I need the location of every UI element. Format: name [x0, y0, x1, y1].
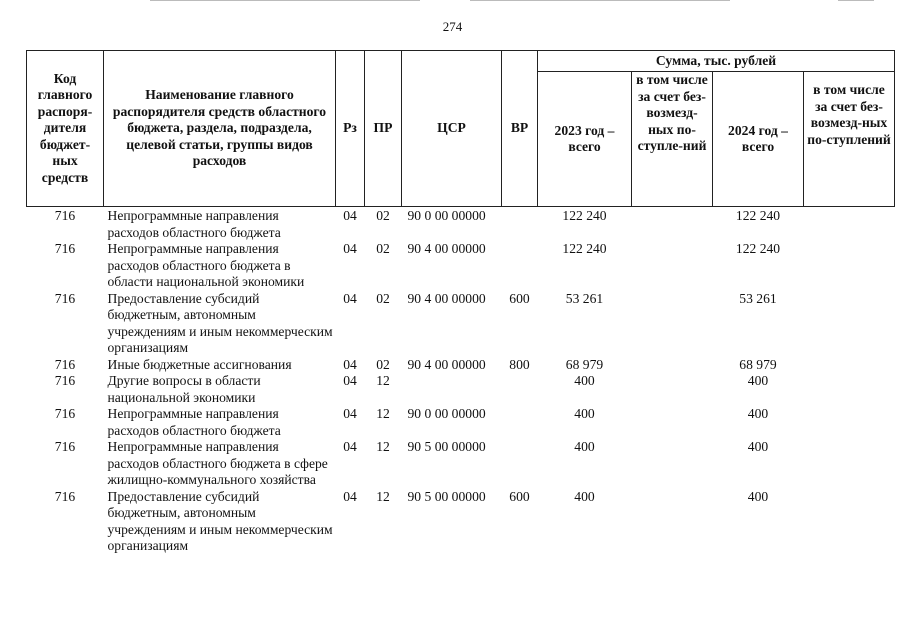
- cell-2024-free: [804, 241, 895, 291]
- cell-csr: 90 4 00 00000: [407, 290, 486, 306]
- cell-2023-free: [632, 373, 713, 406]
- scan-edge-line: [150, 0, 420, 1]
- cell-name: Предоставление субсидий бюджетным, автономным учреждениям и иным некоммерческим организациям: [107, 290, 333, 355]
- page-number: 274: [442, 19, 463, 34]
- cell-csr: 90 0 00 00000: [407, 208, 486, 223]
- cell-2024-total: 400: [747, 373, 769, 388]
- cell-vr: 800: [509, 356, 530, 372]
- cell-csr: 90 5 00 00000: [407, 439, 486, 454]
- cell-2023-free: [632, 207, 713, 242]
- cell-vr: [502, 373, 538, 406]
- table-row: [27, 439, 895, 489]
- cell-2023-total: 400: [574, 373, 595, 388]
- cell-vr: [502, 241, 538, 291]
- cell-2023-total: 400: [574, 406, 595, 421]
- table-body: [27, 207, 895, 555]
- cell-2024-total: 400: [747, 439, 769, 454]
- cell-2023-total: 400: [574, 488, 595, 504]
- cell-2024-total: 122 240: [735, 241, 781, 256]
- header-2024-free: в том числе за счет без-возмезд-ных по-ступлений: [804, 72, 895, 207]
- cell-2023-free: [632, 291, 713, 357]
- cell-name: Непрограммные направления расходов областного бюджета в области национальной экономики: [107, 241, 305, 289]
- cell-csr: [402, 373, 502, 406]
- cell-vr: 600: [509, 488, 530, 504]
- cell-csr: 90 4 00 00000: [407, 241, 486, 256]
- cell-rz: 04: [343, 488, 357, 504]
- cell-name: Предоставление субсидий бюджетным, автономным учреждениям и иным некоммерческим организациям: [107, 488, 333, 553]
- header-2024-total: 2024 год – всего: [713, 72, 804, 207]
- cell-2023-total: 122 240: [562, 241, 607, 256]
- cell-pr: 02: [376, 208, 390, 223]
- cell-code: 716: [54, 356, 76, 372]
- cell-2023-total: 53 261: [565, 290, 604, 306]
- cell-code: 716: [54, 439, 76, 454]
- cell-code: 716: [54, 241, 76, 256]
- cell-pr: 12: [376, 488, 390, 504]
- cell-csr: 90 5 00 00000: [407, 488, 486, 504]
- cell-2023-free: [632, 406, 713, 439]
- cell-pr: 12: [376, 373, 390, 388]
- budget-table: [26, 50, 895, 555]
- cell-name: Непрограммные направления расходов областного бюджета в сфере жилищно-коммунального хозяйства: [107, 439, 328, 487]
- cell-vr: 600: [509, 290, 530, 306]
- header-pr: ПР: [365, 51, 402, 207]
- header-rz: Рз: [336, 51, 365, 207]
- header-sum: Сумма, тыс. рублей: [538, 51, 895, 72]
- table-header: [27, 51, 895, 207]
- table-row: [27, 489, 895, 555]
- cell-code: 716: [54, 488, 76, 504]
- cell-2023-free: [632, 489, 713, 555]
- cell-pr: 12: [376, 406, 390, 421]
- cell-code: 716: [54, 208, 76, 223]
- cell-2023-total: 122 240: [562, 208, 607, 223]
- cell-2023-total: 400: [574, 439, 595, 454]
- cell-name: Непрограммные направления расходов областного бюджета: [107, 208, 281, 240]
- cell-2023-free: [632, 241, 713, 291]
- cell-pr: 02: [376, 290, 390, 306]
- cell-rz: 04: [343, 208, 357, 223]
- cell-rz: 04: [343, 406, 357, 421]
- cell-2024-total: 400: [747, 406, 769, 421]
- cell-pr: 02: [376, 356, 390, 372]
- table-row: [27, 373, 895, 406]
- cell-2024-free: [804, 207, 895, 242]
- cell-2024-free: [804, 439, 895, 489]
- header-2023-free: в том числе за счет без-возмезд-ных по-ступле-ний: [632, 72, 713, 207]
- header-2023-total: 2023 год – всего: [538, 72, 632, 207]
- cell-csr: 90 4 00 00000: [407, 356, 486, 372]
- cell-2023-free: [632, 357, 713, 374]
- cell-vr: [502, 439, 538, 489]
- cell-2024-total: 68 979: [739, 356, 777, 372]
- cell-name: Другие вопросы в области национальной экономики: [107, 373, 261, 405]
- cell-name: Непрограммные направления расходов областного бюджета: [107, 406, 281, 438]
- header-vr: ВР: [502, 51, 538, 207]
- cell-2024-total: 53 261: [739, 290, 777, 306]
- cell-2024-free: [804, 489, 895, 555]
- header-name: Наименование главного распорядителя средств областного бюджета, раздела, подраздела, целевой статьи, группы видов расходов: [104, 51, 336, 207]
- cell-rz: 04: [343, 241, 357, 256]
- table-row: [27, 207, 895, 242]
- cell-rz: 04: [343, 373, 357, 388]
- cell-2024-free: [804, 291, 895, 357]
- table-row: [27, 406, 895, 439]
- cell-2024-free: [804, 357, 895, 374]
- table-row: [27, 291, 895, 357]
- cell-2024-total: 400: [747, 488, 769, 504]
- cell-code: 716: [54, 290, 76, 306]
- cell-pr: 02: [376, 241, 390, 256]
- cell-pr: 12: [376, 439, 390, 454]
- cell-rz: 04: [343, 290, 357, 306]
- cell-code: 716: [54, 406, 76, 421]
- cell-2024-free: [804, 406, 895, 439]
- cell-name: Иные бюджетные ассигнования: [107, 356, 292, 372]
- scan-edge-line: [470, 0, 730, 1]
- cell-vr: [502, 406, 538, 439]
- table-row: [27, 357, 895, 374]
- table-row: [27, 241, 895, 291]
- header-csr: ЦСР: [402, 51, 502, 207]
- cell-rz: 04: [343, 356, 357, 372]
- header-code: Код главного распоря-дителя бюджет-ных средств: [27, 51, 104, 207]
- cell-2024-free: [804, 373, 895, 406]
- cell-2024-total: 122 240: [735, 208, 781, 223]
- cell-2023-total: 68 979: [565, 356, 604, 372]
- scan-edge-line: [838, 0, 874, 1]
- cell-vr: [502, 207, 538, 242]
- cell-code: 716: [54, 373, 76, 388]
- cell-2023-free: [632, 439, 713, 489]
- cell-rz: 04: [343, 439, 357, 454]
- cell-csr: 90 0 00 00000: [407, 406, 486, 421]
